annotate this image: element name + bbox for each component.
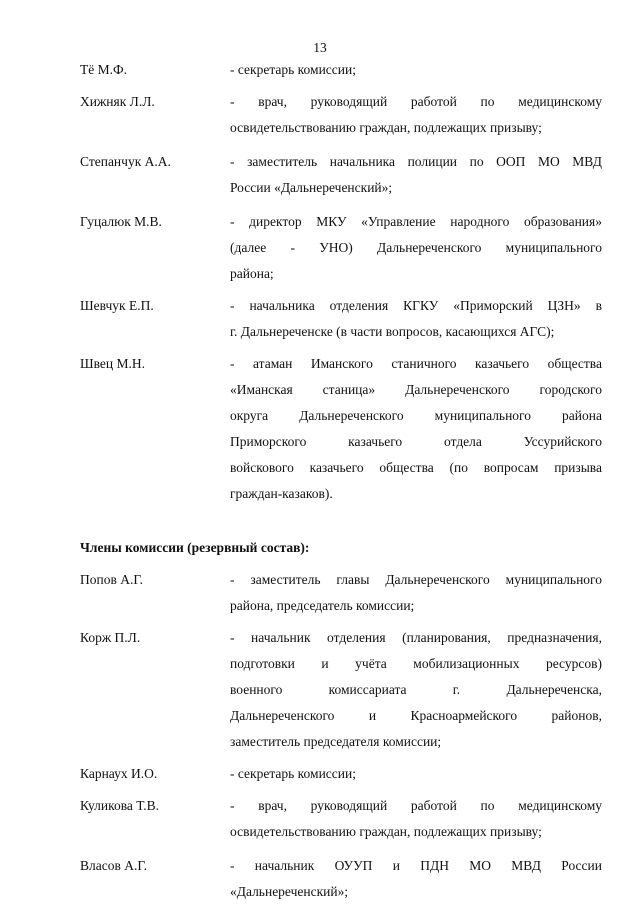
member-role-line: - заместитель главы Дальнереченского муниципального	[230, 572, 602, 587]
member-entry	[80, 853, 602, 905]
member-role-line: подготовки и учёта мобилизационных ресурсов)	[230, 656, 602, 671]
member-role-line: «Дальнереченский»;	[230, 884, 349, 899]
member-role-line: района;	[230, 266, 274, 281]
member-role-line: заместитель председателя комиссии;	[230, 734, 442, 749]
member-role	[230, 567, 602, 619]
member-role-line: войскового казачьего общества (по вопросам призыва	[230, 460, 602, 475]
member-entry	[80, 351, 602, 507]
member-name: Степанчук А.А.	[80, 154, 171, 169]
member-role	[230, 853, 602, 905]
member-entry	[80, 209, 602, 287]
member-role-line: граждан-казаков).	[230, 486, 333, 501]
member-entry	[80, 293, 602, 345]
member-name: Тё М.Ф.	[80, 62, 128, 77]
member-name: Куликова Т.В.	[80, 798, 159, 813]
document-body	[80, 57, 602, 905]
member-entry	[80, 89, 602, 141]
reserve-section-heading: Члены комиссии (резервный состав):	[80, 540, 310, 555]
member-role-line: - секретарь комиссии;	[230, 766, 356, 781]
member-role-line: освидетельствованию граждан, подлежащих призыву;	[230, 120, 542, 135]
reserve-members-list	[80, 567, 602, 905]
member-role	[230, 625, 602, 755]
member-role-line: - врач, руководящий работой по медицинскому	[230, 798, 602, 813]
member-entry	[80, 761, 602, 787]
commission-members-list	[80, 57, 602, 507]
entry-spacer	[80, 141, 602, 149]
member-role-line: - директор МКУ «Управление народного образования»	[230, 214, 602, 229]
member-name: Гуцалюк М.В.	[80, 214, 162, 229]
member-role-line: - начальник отделения (планирования, предназначения,	[230, 630, 602, 645]
member-entry	[80, 567, 602, 619]
entry-spacer	[80, 845, 602, 853]
member-role-line: Приморского казачьего отдела Уссурийского	[230, 434, 602, 449]
member-entry	[80, 625, 602, 755]
member-name: Власов А.Г.	[80, 858, 148, 873]
member-role-line: - начальника отделения КГКУ «Приморский ЦЗН» в	[230, 298, 602, 313]
member-name: Шевчук Е.П.	[80, 298, 154, 313]
member-role-line: «Иманская станица» Дальнереченского городского	[230, 382, 602, 397]
member-role-line: - врач, руководящий работой по медицинскому	[230, 94, 602, 109]
member-role-line: - секретарь комиссии;	[230, 62, 356, 77]
member-role	[230, 351, 602, 507]
page-number: 13	[313, 40, 327, 55]
member-role	[230, 57, 602, 83]
member-role-line: (далее - УНО) Дальнереченского муниципального	[230, 240, 602, 255]
member-role	[230, 761, 602, 787]
member-name: Карнаух И.О.	[80, 766, 158, 781]
member-entry	[80, 149, 602, 201]
member-name: Швец М.Н.	[80, 356, 146, 371]
member-role-line: - заместитель начальника полиции по ООП МО МВД	[230, 154, 602, 169]
member-role-line: военного комиссариата г. Дальнереченска,	[230, 682, 602, 697]
member-role-line: Дальнереченского и Красноармейского районов,	[230, 708, 602, 723]
member-role	[230, 793, 602, 845]
member-role-line: - атаман Иманского станичного казачьего общества	[230, 356, 602, 371]
member-role	[230, 149, 602, 201]
member-role-line: - начальник ОУУП и ПДН МО МВД России	[230, 858, 602, 873]
member-entry	[80, 793, 602, 845]
member-role-line: России «Дальнереченский»;	[230, 180, 393, 195]
member-role	[230, 89, 602, 141]
member-role-line: района, председатель комиссии;	[230, 598, 415, 613]
member-entry	[80, 57, 602, 83]
member-name: Корж П.Л.	[80, 630, 141, 645]
member-role-line: округа Дальнереченского муниципального района	[230, 408, 602, 423]
member-role	[230, 293, 602, 345]
member-role	[230, 209, 602, 287]
entry-spacer	[80, 201, 602, 209]
member-role-line: освидетельствованию граждан, подлежащих призыву;	[230, 824, 542, 839]
member-name: Попов А.Г.	[80, 572, 144, 587]
member-name: Хижняк Л.Л.	[80, 94, 155, 109]
member-role-line: г. Дальнереченске (в части вопросов, касающихся АГС);	[230, 324, 555, 339]
